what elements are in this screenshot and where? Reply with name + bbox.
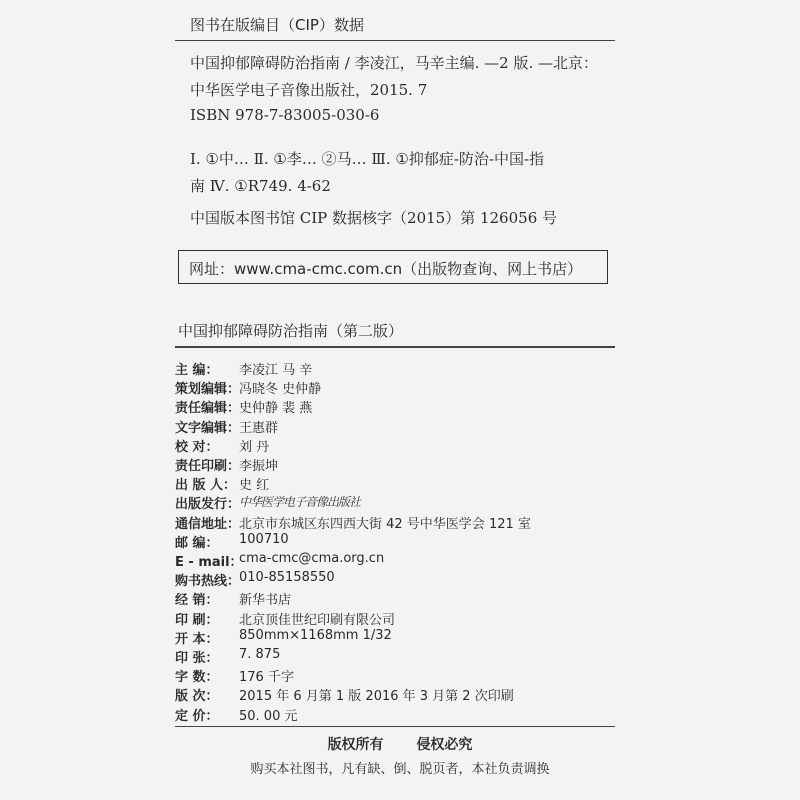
detail-value: 北京市东城区东四西大街 42 号中华医学会 121 室	[239, 516, 531, 532]
detail-value: 50. 00 元	[239, 708, 298, 724]
detail-label: 校 对：	[175, 439, 219, 455]
detail-label: 主 编：	[175, 363, 219, 378]
publisher-calligraphy: 中华医学电子音像出版社	[239, 495, 361, 510]
detail-label: 印 张：	[175, 651, 219, 666]
detail-label: 定 价：	[175, 708, 219, 724]
detail-value: 冯晓冬 史仲静	[239, 382, 322, 398]
detail-label: 邮 编：	[175, 535, 219, 551]
detail-label: 策划编辑：	[175, 382, 241, 398]
divider-thick	[175, 346, 615, 348]
detail-value: 史仲静 裴 燕	[239, 401, 313, 417]
detail-label: 通信地址：	[175, 516, 241, 532]
replacement-notice: 购买本社图书，凡有缺、倒、脱页者，本社负责调换	[250, 762, 550, 777]
detail-label: 文字编辑：	[175, 420, 241, 436]
website-text[interactable]: 网址：www.cma-cmc.com.cn（出版物查询、网上书店）	[189, 260, 583, 278]
cip-classification-2: 南 Ⅳ. ①R749. 4-62	[190, 177, 331, 195]
detail-value: 850mm×1168mm 1/32	[239, 627, 392, 643]
cip-isbn: ISBN 978-7-83005-030-6	[190, 106, 380, 124]
copyright-right: 侵权必究	[416, 737, 473, 753]
detail-label: 购书热线：	[175, 574, 241, 590]
detail-value[interactable]: cma-cmc@cma.org.cn	[239, 551, 385, 566]
detail-label: 字 数：	[175, 670, 219, 686]
detail-value: 2015 年 6 月第 1 版 2016 年 3 月第 2 次印刷	[239, 689, 514, 705]
detail-label: 经 销：	[175, 593, 219, 609]
website-box	[178, 250, 608, 284]
detail-label: E - mail：	[175, 555, 243, 570]
detail-label: 责任编辑：	[175, 401, 241, 417]
detail-value: 100710	[239, 531, 289, 547]
detail-value: 李凌江 马 辛	[239, 363, 313, 378]
cip-line-1: 中国抑郁障碍防治指南 / 李凌江，马辛主编. —2 版. —北京：	[190, 54, 598, 72]
divider	[175, 40, 615, 41]
cip-line-2: 中华医学电子音像出版社，2015. 7	[190, 81, 428, 99]
detail-value: 7. 875	[239, 647, 281, 662]
copyright-left: 版权所有	[327, 737, 384, 753]
book-title: 中国抑郁障碍防治指南（第二版）	[178, 322, 404, 340]
detail-value: 史 红	[239, 478, 270, 494]
divider	[175, 726, 615, 727]
detail-value: 010-85158550	[239, 570, 335, 586]
detail-value: 王惠群	[239, 420, 279, 436]
cip-verify-number: 中国版本图书馆 CIP 数据核字（2015）第 126056 号	[190, 209, 558, 227]
detail-value: 北京顶佳世纪印刷有限公司	[239, 612, 396, 628]
detail-label: 开 本：	[175, 631, 219, 647]
detail-value: 新华书店	[239, 593, 292, 609]
detail-label: 责任印刷：	[175, 459, 241, 474]
detail-label: 出版发行：	[175, 497, 241, 513]
cip-heading: 图书在版编目（CIP）数据	[190, 16, 364, 34]
cip-classification-1: Ⅰ. ①中… Ⅱ. ①李… ②马… Ⅲ. ①抑郁症-防治-中国-指	[190, 150, 545, 168]
detail-value: 李振坤	[239, 459, 279, 474]
detail-value: 刘 丹	[239, 439, 270, 455]
detail-label: 印 刷：	[175, 612, 219, 628]
detail-value: 176 千字	[239, 670, 294, 686]
copyright-line	[0, 734, 800, 754]
detail-label: 出 版 人：	[175, 478, 237, 494]
detail-label: 版 次：	[175, 689, 219, 705]
